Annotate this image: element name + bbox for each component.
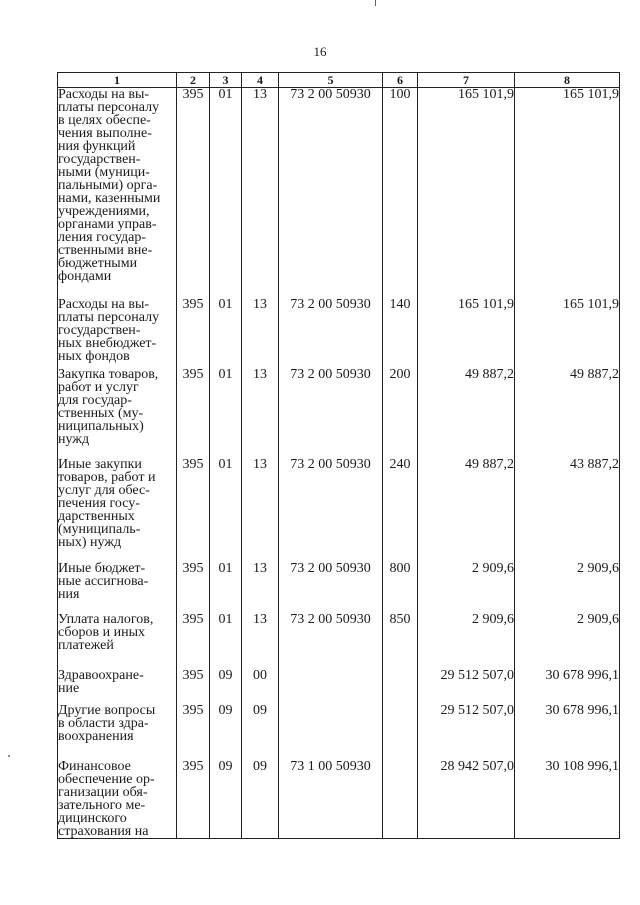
amount-year-1: 28 942 507,0 — [418, 760, 515, 839]
line-item-name: Иные закупки товаров, работ и услуг для обес- печения госу- дарственных (муниципаль- ных) нужд — [58, 458, 177, 562]
amount-year-2: 43 887,2 — [515, 458, 620, 562]
target-article-code: 73 2 00 50930 — [279, 298, 383, 368]
subsection-code: 13 — [242, 368, 279, 458]
table-row — [58, 760, 620, 839]
expense-type-code: 850 — [383, 613, 418, 669]
section-code: 09 — [210, 669, 242, 704]
budget-table — [57, 72, 620, 839]
expense-type-code: 240 — [383, 458, 418, 562]
target-article-code — [279, 704, 383, 760]
amount-year-2: 2 909,6 — [515, 613, 620, 669]
column-header: 2 — [177, 73, 210, 88]
expense-type-code — [383, 704, 418, 760]
column-header: 1 — [58, 73, 177, 88]
target-article-code: 73 2 00 50930 — [279, 562, 383, 613]
target-article-code: 73 1 00 50930 — [279, 760, 383, 839]
column-header: 7 — [418, 73, 515, 88]
table-row — [58, 298, 620, 368]
line-item-name: Другие вопросы в области здра- воохранения — [58, 704, 177, 760]
subsection-code: 00 — [242, 669, 279, 704]
ministry-code: 395 — [177, 298, 210, 368]
expense-type-code: 140 — [383, 298, 418, 368]
target-article-code: 73 2 00 50930 — [279, 88, 383, 299]
line-item-name: Закупка товаров, работ и услуг для государ- ственных (му- ниципальных) нужд — [58, 368, 177, 458]
ministry-code: 395 — [177, 88, 210, 299]
section-code: 09 — [210, 704, 242, 760]
amount-year-2: 165 101,9 — [515, 298, 620, 368]
table-row — [58, 562, 620, 613]
target-article-code: 73 2 00 50930 — [279, 458, 383, 562]
target-article-code — [279, 669, 383, 704]
amount-year-1: 2 909,6 — [418, 562, 515, 613]
line-item-name: Уплата налогов, сборов и иных платежей — [58, 613, 177, 669]
ministry-code: 395 — [177, 704, 210, 760]
column-header: 4 — [242, 73, 279, 88]
subsection-code: 13 — [242, 298, 279, 368]
amount-year-2: 30 108 996,1 — [515, 760, 620, 839]
page-number: 16 — [313, 44, 327, 59]
section-code: 01 — [210, 458, 242, 562]
target-article-code: 73 2 00 50930 — [279, 613, 383, 669]
amount-year-1: 2 909,6 — [418, 613, 515, 669]
ministry-code: 395 — [177, 368, 210, 458]
amount-year-1: 29 512 507,0 — [418, 704, 515, 760]
scan-mark — [8, 755, 10, 757]
table-row — [58, 88, 620, 299]
amount-year-2: 30 678 996,1 — [515, 669, 620, 704]
expense-type-code — [383, 669, 418, 704]
amount-year-2: 30 678 996,1 — [515, 704, 620, 760]
expense-type-code: 100 — [383, 88, 418, 299]
scan-mark — [375, 0, 376, 6]
target-article-code: 73 2 00 50930 — [279, 368, 383, 458]
amount-year-2: 165 101,9 — [515, 88, 620, 299]
amount-year-1: 49 887,2 — [418, 368, 515, 458]
subsection-code: 09 — [242, 704, 279, 760]
expense-type-code: 200 — [383, 368, 418, 458]
section-code: 01 — [210, 368, 242, 458]
expense-type-code — [383, 760, 418, 839]
line-item-name: Расходы на вы- платы персоналу государствен- ных внебюджет- ных фондов — [58, 298, 177, 368]
amount-year-1: 49 887,2 — [418, 458, 515, 562]
ministry-code: 395 — [177, 760, 210, 839]
table-row — [58, 613, 620, 669]
amount-year-2: 49 887,2 — [515, 368, 620, 458]
line-item-name: Финансовое обеспечение ор- ганизации обя- зательного ме- дицинского страхования на — [58, 760, 177, 839]
ministry-code: 395 — [177, 613, 210, 669]
ministry-code: 395 — [177, 669, 210, 704]
ministry-code: 395 — [177, 562, 210, 613]
line-item-name: Здравоохране- ние — [58, 669, 177, 704]
table-row — [58, 458, 620, 562]
table-header-row — [58, 73, 620, 88]
section-code: 01 — [210, 613, 242, 669]
column-header: 3 — [210, 73, 242, 88]
subsection-code: 09 — [242, 760, 279, 839]
line-item-name: Иные бюджет- ные ассигнова- ния — [58, 562, 177, 613]
amount-year-2: 2 909,6 — [515, 562, 620, 613]
table-row — [58, 704, 620, 760]
amount-year-1: 29 512 507,0 — [418, 669, 515, 704]
column-header: 5 — [279, 73, 383, 88]
subsection-code: 13 — [242, 562, 279, 613]
column-header: 6 — [383, 73, 418, 88]
column-header: 8 — [515, 73, 620, 88]
subsection-code: 13 — [242, 88, 279, 299]
section-code: 01 — [210, 562, 242, 613]
subsection-code: 13 — [242, 458, 279, 562]
table-row — [58, 368, 620, 458]
ministry-code: 395 — [177, 458, 210, 562]
amount-year-1: 165 101,9 — [418, 298, 515, 368]
section-code: 01 — [210, 88, 242, 299]
section-code: 09 — [210, 760, 242, 839]
section-code: 01 — [210, 298, 242, 368]
subsection-code: 13 — [242, 613, 279, 669]
line-item-name: Расходы на вы- платы персоналу в целях обеспе- чения выполне- ния функций государствен- ными (муници- пальными) орга- нами, казенными учреждениями, органами управ- ления государ- ственными вне- бюджетными фондами — [58, 88, 177, 299]
expense-type-code: 800 — [383, 562, 418, 613]
amount-year-1: 165 101,9 — [418, 88, 515, 299]
table-row — [58, 669, 620, 704]
